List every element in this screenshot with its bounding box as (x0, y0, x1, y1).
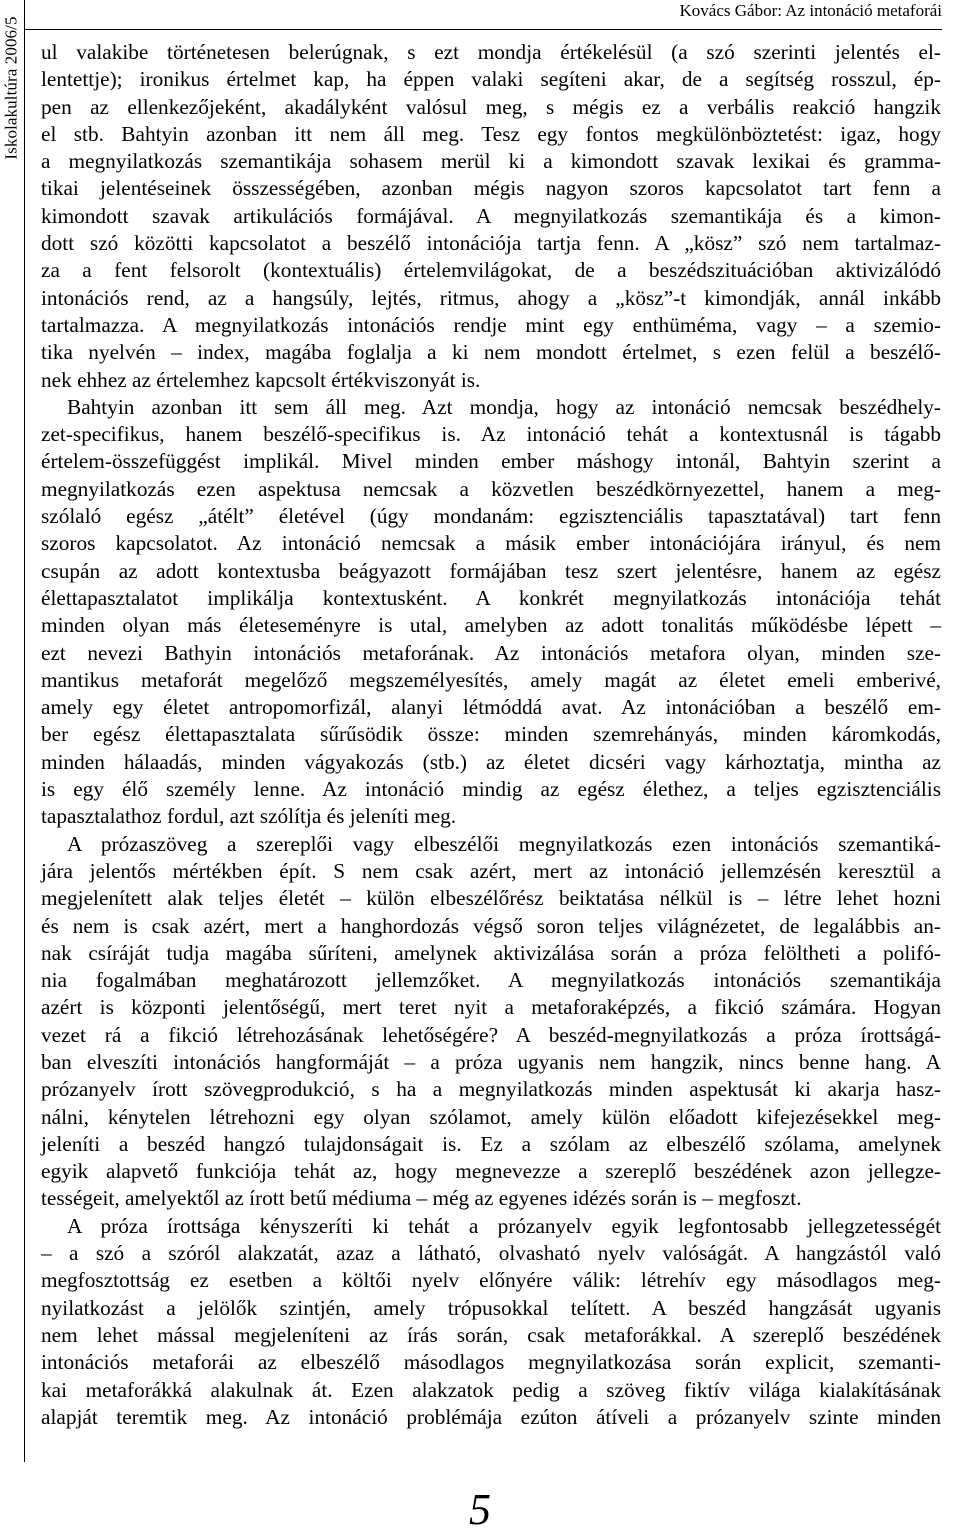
text-line: – a szó a szóról alakzatát, azaz a látható, olvasható nyelv valóságát. A hangzástól való (41, 1241, 941, 1266)
text-line: pen az ellenkezőjeként, akadályként valósul meg, s mégis ez a verbális reakció hangzik (41, 94, 941, 119)
text-line: nem lehet mással megjeleníteni az írás során, csak metaforákkal. A szereplő beszédének (41, 1322, 941, 1347)
text-line: nia fogalmában meghatározott jellemzőket. A megnyilatkozás intonációs szemantikája (41, 968, 941, 993)
page-number: 5 (469, 1485, 491, 1534)
text-line: Bahtyin azonban itt sem áll meg. Azt mondja, hogy az intonáció nemcsak beszédhely- (67, 394, 941, 419)
paragraph (41, 39, 941, 394)
text-line: kai metaforákká alakulnak át. Ezen alakzatok pedig a szöveg fiktív világa kialakításának (41, 1377, 941, 1402)
text-line: megjelenített alak teljes életét – külön elbeszélőrész beiktatása nélkül is – létre lehet hozni (41, 886, 941, 911)
running-header: Kovács Gábor: Az intonáció metaforái (679, 1, 942, 20)
text-line: nyilatkozást a jelölők szintjén, amely trópusokkal telített. A beszéd hangzását ugyanis (41, 1295, 941, 1320)
text-line: jeleníti a beszéd hangzó tulajdonságait is. Ez a szólam az elbeszélő szólama, amelynek (41, 1131, 941, 1156)
text-line: nak csíráját tudja magába sűríteni, amelynek aktivizálása során a próza felöltheti a polifó- (41, 940, 941, 965)
text-line: mantikus metaforát megelőző megszemélyesítés, amely magát az életet emeli emberivé, (41, 667, 941, 692)
text-line: megfosztottság ez esetben a költői nyelv előnyére válik: létrehív egy másodlagos meg- (41, 1268, 941, 1293)
text-line: intonációs metaforái az elbeszélő másodlagos megnyilatkozása során explicit, szemanti- (41, 1350, 941, 1375)
text-line: A próza írottsága kényszeríti ki tehát a prózanyelv egyik legfontosabb jellegzetességét (67, 1213, 941, 1238)
text-line: tességeit, amelyektől az írott betű médiuma – még az egyenes idézés során is – megfoszt. (41, 1186, 802, 1211)
text-line: intonációs rend, az a hangsúly, lejtés, ritmus, ahogy a „kösz”-t kimondják, annál inkább (41, 285, 941, 310)
text-line: vezet rá a fikció létrehozásának lehetőségére? A beszéd-megnyilatkozás a próza írottságá- (41, 1022, 941, 1047)
text-line: lentettje); ironikus értelmet kap, ha éppen valaki segíteni akar, de a segítség rosszul, ép- (41, 67, 941, 92)
text-line: alapját teremtik meg. Az intonáció problémája ezúton átíveli a prózanyelv szinte minden (41, 1404, 941, 1429)
paragraph (41, 1213, 941, 1431)
journal-side-label (0, 0, 24, 175)
text-line: egyik alapvető funkciója tehát az, hogy megnevezze a szereplő beszédének azon jellegze- (41, 1159, 941, 1184)
text-line: azért is központi jelentőségű, mert teret nyit a metaforaképzés, a fikció számára. Hogyan (41, 995, 941, 1020)
text-line: ban elveszíti intonációs hangformáját – a próza ugyanis nem hangzik, nincs benne hang. A (41, 1049, 941, 1074)
text-line: szoros kapcsolatot. Az intonáció nemcsak a másik ember intonációjára irányul, és nem (41, 531, 941, 556)
text-line: megnyilatkozás ezen aspektusa nemcsak a közvetlen beszédkörnyezettel, hanem a meg- (41, 476, 941, 501)
text-line: nek ehhez az értelemhez kapcsolt értékviszonyát is. (41, 367, 481, 392)
text-line: értelem-összefüggést implikál. Mivel minden ember máshogy intonál, Bahtyin szerint a (41, 449, 941, 474)
text-line: zet-specifikus, hanem beszélő-specifikus is. Az intonáció tehát a kontextusnál is tágabb (41, 422, 941, 447)
text-line: tartalmazza. A megnyilatkozás intonációs rendje mint egy enthüméma, vagy – a szemio- (41, 312, 941, 337)
text-line: prózanyelv írott szövegprodukció, s ha a megnyilatkozás minden aspektusát ki akarja hasz- (41, 1077, 941, 1102)
text-line: ul valakibe történetesen belerúgnak, s ezt mondja értékelésül (a szó szerinti jelentés el- (41, 40, 941, 64)
article-body (41, 39, 941, 1431)
text-line: A prózaszöveg a szereplői vagy elbeszélői megnyilatkozás ezen intonációs szemantiká- (67, 831, 941, 856)
paragraph (41, 831, 941, 1213)
text-line: csupán az adott kontextusba beágyazott formájában tesz szert jelentésre, hanem az egész (41, 558, 941, 583)
journal-name: Iskolakultúra 2006/5 (2, 15, 22, 160)
text-line: amely egy életet antropomorfizál, alanyi létmóddá avat. Az intonációban a beszélő em- (41, 695, 941, 720)
text-line: dott szó közötti kapcsolatot a beszélő intonációja tartja fenn. A „kösz” szó nem tartalmaz- (41, 231, 941, 256)
side-rule (24, 0, 25, 1462)
text-line: minden olyan más életeseményre is utal, amelyben az adott tonalitás működésbe lépett – (41, 613, 941, 638)
text-line: tapasztalathoz fordul, azt szólítja és jeleníti meg. (41, 804, 457, 829)
text-line: za a fent felsorolt (kontextuális) értelemvilágokat, de a beszédszituációban aktivizálódó (41, 258, 941, 283)
text-line: minden hálaadás, minden vágyakozás (stb.) az életet dicséri vagy kárhoztatja, mintha az (41, 749, 941, 774)
text-line: élettapasztalatot implikálja kontextusként. A konkrét megnyilatkozás intonációja tehát (41, 585, 941, 610)
text-line: is egy élő személy lenne. Az intonáció mindig az egész élethez, a teljes egzisztenciális (41, 777, 941, 802)
paragraph (41, 394, 941, 831)
text-line: jára jelentős mértékben épít. S nem csak azért, mert az intonáció jellemzésén keresztül a (41, 858, 941, 883)
text-line: ber egész élettapasztalata sűrűsödik össze: minden szemrehányás, minden káromkodás, (41, 722, 941, 747)
header-rule (24, 29, 942, 30)
text-line: ezt nevezi Bathyin intonációs metaforának. Az intonációs metafora olyan, minden sze- (41, 640, 941, 665)
text-line: tika nyelvén – index, magába foglalja a ki nem mondott értelmet, s ezen felül a beszélő- (41, 340, 941, 365)
text-line: tikai jelentéseinek összességében, azonban mégis nagyon szoros kapcsolatot tart fenn a (41, 176, 941, 201)
text-line: és nem is csak azért, mert a hanghordozás végső soron teljes világnézetet, de legalábbis an- (41, 913, 941, 938)
text-line: nálni, kénytelen létrehozni egy olyan szólamot, amely külön előadott kifejezésekkel meg- (41, 1104, 941, 1129)
text-line: a megnyilatkozás szemantikája sohasem merül ki a kimondott szavak lexikai és gramma- (41, 149, 941, 174)
text-line: el stb. Bahtyin azonban itt nem áll meg. Tesz egy fontos megkülönböztetést: igaz, hogy (41, 121, 941, 146)
text-line: szólaló egész „átélt” életével (úgy mondanám: egzisztenciális tapasztatával) tart fenn (41, 504, 941, 529)
text-line: kimondott szavak artikulációs formájával. A megnyilatkozás szemantikája és a kimon- (41, 203, 941, 228)
